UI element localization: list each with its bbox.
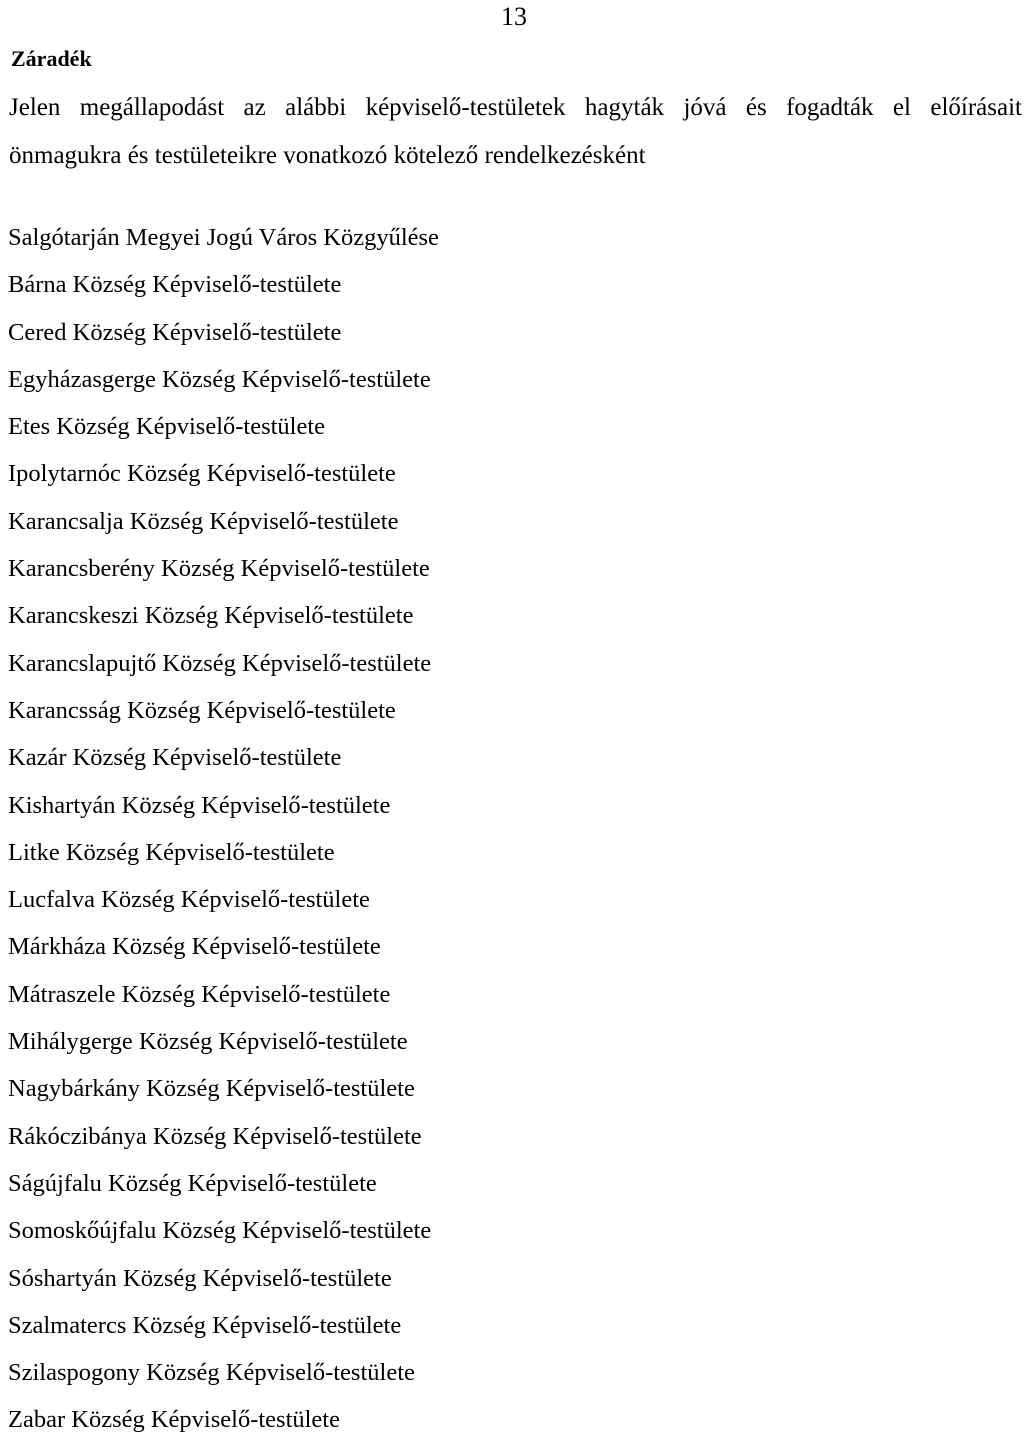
council-list-item: Szalmatercs Község Képviselő-testülete [8, 1311, 402, 1339]
council-list-item: Salgótarján Megyei Jogú Város Közgyűlése [8, 224, 439, 251]
council-list-item: Mihálygerge Község Képviselő-testülete [8, 1028, 408, 1056]
section-heading: Záradék [11, 46, 92, 71]
council-list-item: Karancskeszi Község Képviselő-testülete [8, 602, 414, 630]
council-list-item: Zabar Község Képviselő-testülete [8, 1406, 340, 1434]
council-list-item: Mátraszele Község Képviselő-testülete [8, 980, 391, 1008]
council-list-item: Karancsberény Község Képviselő-testülete [8, 555, 430, 583]
council-list-item: Egyházasgerge Község Képviselő-testülete [8, 365, 431, 393]
council-list-item: Márkháza Község Képviselő-testülete [8, 933, 381, 961]
intro-line-2: önmagukra és testületeikre vonatkozó kötelező rendelkezésként [9, 142, 646, 169]
council-list-item: Cered Község Képviselő-testülete [8, 318, 342, 346]
page-number: 13 [501, 2, 527, 31]
council-list-item: Karancsalja Község Képviselő-testülete [8, 507, 399, 535]
intro-line-1: Jelen megállapodást az alábbi képviselő-testületek hagyták jóvá és fogadták el előírásait [9, 94, 1022, 121]
council-list-item: Karancslapujtő Község Képviselő-testülete [8, 649, 432, 677]
council-list-item: Ipolytarnóc Község Képviselő-testülete [8, 460, 396, 488]
council-list-item: Sóshartyán Község Képviselő-testülete [8, 1264, 392, 1292]
council-list-item: Kazár Község Képviselő-testülete [8, 744, 342, 772]
council-list-item: Kishartyán Község Képviselő-testülete [8, 791, 391, 819]
council-list-item: Etes Község Képviselő-testülete [8, 413, 326, 441]
council-list-item: Lucfalva Község Képviselő-testülete [8, 886, 370, 914]
council-list-item: Nagybárkány Község Képviselő-testülete [8, 1075, 415, 1103]
council-list-item: Karancsság Község Képviselő-testülete [8, 696, 396, 724]
council-list-item: Bárna Község Képviselő-testülete [8, 271, 342, 299]
council-list [8, 214, 439, 1444]
council-list-item: Szilaspogony Község Képviselő-testülete [8, 1359, 415, 1387]
council-list-item: Rákóczibánya Község Képviselő-testülete [8, 1122, 422, 1150]
intro-paragraph [9, 84, 1022, 180]
council-list-item: Somoskőújfalu Község Képviselő-testülete [8, 1217, 432, 1245]
council-list-item: Ságújfalu Község Képviselő-testülete [8, 1169, 377, 1197]
council-list-item: Litke Község Képviselő-testülete [8, 838, 335, 866]
